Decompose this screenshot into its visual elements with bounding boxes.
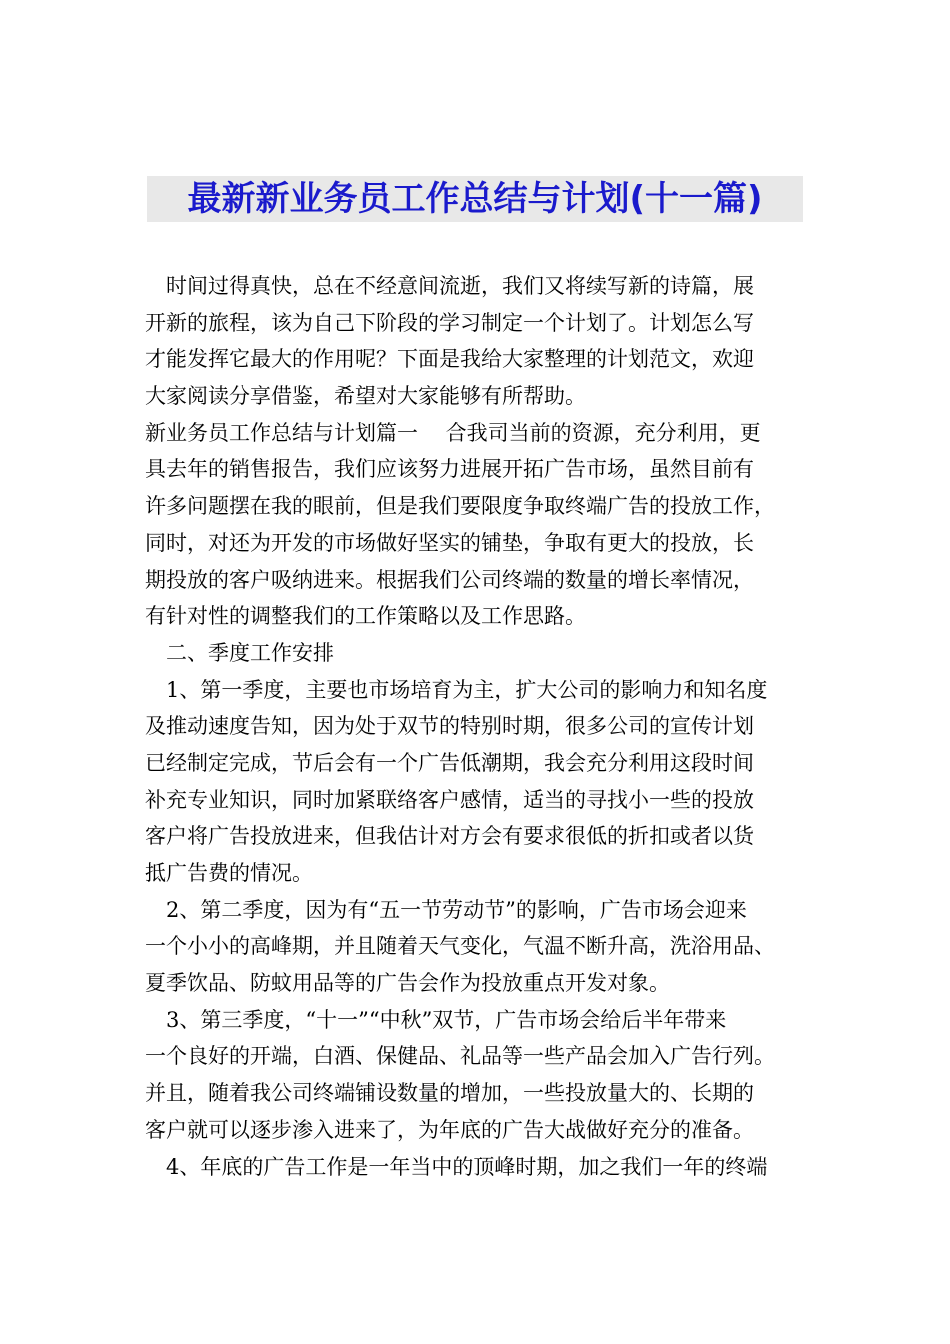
body-line: 2、第二季度，因为有“五一节劳动节”的影响，广告市场会迎来 <box>166 897 747 922</box>
body-line: 及推动速度告知，因为处于双节的特别时期，很多公司的宣传计划 <box>145 714 754 739</box>
document-title: 最新新业务员工作总结与计划(十一篇) <box>187 179 763 219</box>
body-line: 3、第三季度，“十一”“中秋”双节，广告市场会给后半年带来 <box>166 1007 727 1032</box>
body-line: 客户就可以逐步渗入进来了，为年底的广告大战做好充分的准备。 <box>145 1117 754 1142</box>
body-line: 新业务员工作总结与计划篇一 合我司当前的资源，充分利用，更 <box>145 420 761 445</box>
body-line: 许多问题摆在我的眼前，但是我们要限度争取终端广告的投放工作， <box>145 494 775 519</box>
title-highlight <box>147 176 803 222</box>
body-line: 夏季饮品、防蚊用品等的广告会作为投放重点开发对象。 <box>145 971 670 996</box>
body-line: 期投放的客户吸纳进来。根据我们公司终端的数量的增长率情况， <box>145 567 754 592</box>
document-body <box>145 268 813 1185</box>
body-line: 一个小小的高峰期，并且随着天气变化，气温不断升高，洗浴用品、 <box>145 934 775 959</box>
body-line: 客户将广告投放进来，但我估计对方会有要求很低的折扣或者以货 <box>145 824 754 849</box>
body-line: 才能发挥它最大的作用呢？下面是我给大家整理的计划范文，欢迎 <box>145 347 754 372</box>
body-line: 4、年底的广告工作是一年当中的顶峰时期，加之我们一年的终端 <box>166 1154 768 1179</box>
body-line: 抵广告费的情况。 <box>145 861 313 885</box>
body-line: 有针对性的调整我们的工作策略以及工作思路。 <box>145 604 586 629</box>
body-line: 补充专业知识，同时加紧联络客户感情，适当的寻找小一些的投放 <box>145 787 754 812</box>
body-line: 1、第一季度，主要也市场培育为主，扩大公司的影响力和知名度 <box>166 677 768 702</box>
body-line: 时间过得真快，总在不经意间流逝，我们又将续写新的诗篇，展 <box>166 274 754 298</box>
body-line: 已经制定完成，节后会有一个广告低潮期，我会充分利用这段时间 <box>145 750 754 775</box>
body-line: 开新的旅程，该为自己下阶段的学习制定一个计划了。计划怎么写 <box>145 310 754 335</box>
body-line: 具去年的销售报告，我们应该努力进展开拓广告市场，虽然目前有 <box>145 457 754 482</box>
section-heading: 二、季度工作安排 <box>166 640 334 665</box>
body-line: 同时，对还为开发的市场做好坚实的铺垫，争取有更大的投放，长 <box>145 530 754 555</box>
body-line: 一个良好的开端，白酒、保健品、礼品等一些产品会加入广告行列。 <box>145 1044 775 1069</box>
body-line: 大家阅读分享借鉴，希望对大家能够有所帮助。 <box>145 384 586 409</box>
body-line: 并且，随着我公司终端铺设数量的增加，一些投放量大的、长期的 <box>145 1081 754 1106</box>
